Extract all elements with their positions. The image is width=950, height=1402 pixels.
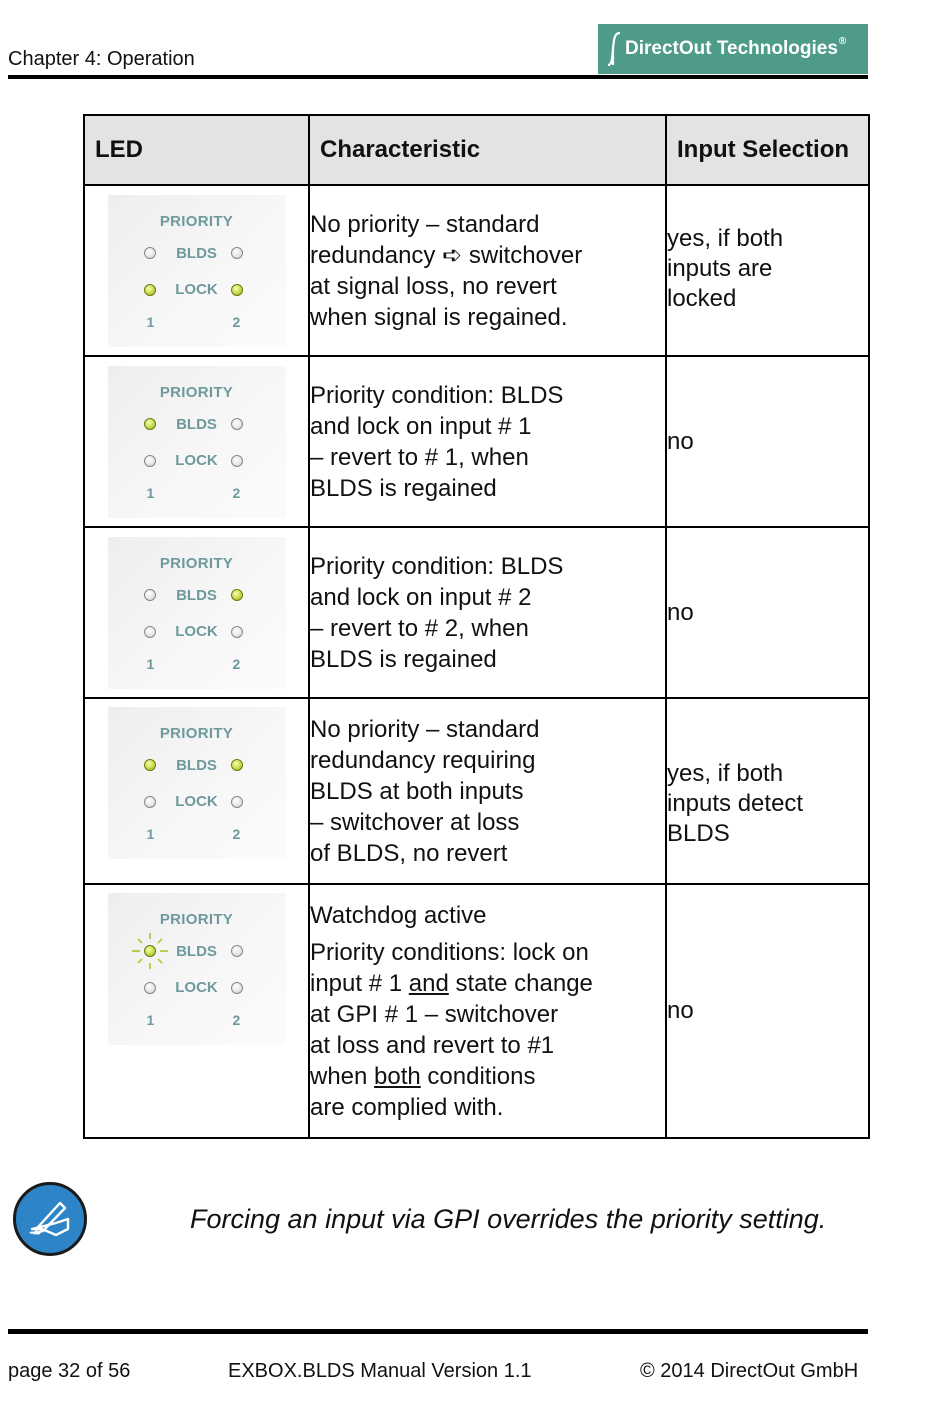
lock-label: LOCK xyxy=(175,280,218,298)
led-cell xyxy=(84,185,309,356)
table-row xyxy=(84,884,869,1138)
input-selection-cell: no xyxy=(666,356,869,527)
input-1-label: 1 xyxy=(146,313,155,330)
table-row xyxy=(84,698,869,884)
blds-label: BLDS xyxy=(176,415,217,433)
blds-label: BLDS xyxy=(176,586,217,604)
blds-label: BLDS xyxy=(176,757,217,774)
footer-rule xyxy=(8,1329,868,1334)
led-panel xyxy=(108,366,286,518)
led-lock-2 xyxy=(231,626,243,638)
priority-label: PRIORITY xyxy=(159,911,234,928)
lock-label: LOCK xyxy=(175,979,218,996)
note-pen-icon xyxy=(13,1182,87,1256)
led-lock-2 xyxy=(231,796,243,808)
input-1-label: 1 xyxy=(146,826,155,842)
footer-manual-version: EXBOX.BLDS Manual Version 1.1 xyxy=(228,1360,532,1382)
logo-text: DirectOut Technologies xyxy=(625,38,838,59)
input-1-label: 1 xyxy=(146,655,155,672)
header-rule xyxy=(8,75,868,79)
input-selection-cell: no xyxy=(666,884,869,1138)
priority-label: PRIORITY xyxy=(159,212,234,230)
led-blds-2 xyxy=(231,945,243,957)
header-input-selection: Input Selection xyxy=(666,115,869,185)
chapter-title: Chapter 4: Operation xyxy=(8,48,195,70)
led-cell xyxy=(84,527,309,698)
led-cell xyxy=(84,356,309,527)
input-2-label: 2 xyxy=(232,484,241,501)
blds-label: BLDS xyxy=(176,943,217,960)
footer-page-number: page 32 of 56 xyxy=(8,1360,131,1382)
led-blds-2 xyxy=(231,247,243,259)
priority-label: PRIORITY xyxy=(159,554,234,572)
lock-label: LOCK xyxy=(175,451,218,469)
watchdog-description: Priority conditions: lock on input # 1 and state change at GPI # 1 – switchover at loss and revert to #1 when both conditions are complied with. xyxy=(310,939,593,1121)
characteristic-cell: No priority – standard redundancy ➪ switchover at signal loss, no revert when signal is regained. xyxy=(309,185,666,356)
input-selection-cell: no xyxy=(666,527,869,698)
characteristic-cell: Priority condition: BLDS and lock on input # 2 – revert to # 2, when BLDS is regained xyxy=(309,527,666,698)
characteristic-cell: No priority – standard redundancy requiring BLDS at both inputs – switchover at loss of BLDS, no revert xyxy=(309,698,666,884)
table-row xyxy=(84,356,869,527)
priority-table xyxy=(83,114,870,1139)
led-panel xyxy=(108,707,286,859)
characteristic-cell: Priority condition: BLDS and lock on input # 1 – revert to # 1, when BLDS is regained xyxy=(309,356,666,527)
input-selection-cell: yes, if both inputs detect BLDS xyxy=(666,698,869,884)
logo-registered-mark: ® xyxy=(838,36,847,47)
led-lock-2 xyxy=(231,982,243,994)
input-2-label: 2 xyxy=(232,826,241,842)
input-2-label: 2 xyxy=(232,1012,241,1028)
lock-label: LOCK xyxy=(175,793,218,810)
led-panel xyxy=(108,893,286,1045)
blds-label: BLDS xyxy=(176,244,217,262)
note-pen-glyph xyxy=(16,1185,84,1253)
table-row xyxy=(84,527,869,698)
led-panel xyxy=(108,195,286,347)
table-row xyxy=(84,185,869,356)
led-blds-2 xyxy=(231,589,243,601)
led-blds-2 xyxy=(231,759,243,771)
logo-wave-icon xyxy=(606,29,622,69)
header-led: LED xyxy=(84,115,309,185)
watchdog-status: Watchdog active xyxy=(310,902,487,929)
input-2-label: 2 xyxy=(232,313,241,330)
priority-label: PRIORITY xyxy=(159,383,234,401)
input-selection-cell: yes, if both inputs are locked xyxy=(666,185,869,356)
note-text: Forcing an input via GPI overrides the priority setting. xyxy=(190,1204,827,1234)
characteristic-cell xyxy=(309,884,666,1138)
led-blds-2 xyxy=(231,418,243,430)
led-lock-2 xyxy=(231,284,243,296)
input-1-label: 1 xyxy=(146,484,155,501)
led-panel xyxy=(108,537,286,689)
led-lock-2 xyxy=(231,455,243,467)
lock-label: LOCK xyxy=(175,622,218,640)
footer-copyright: © 2014 DirectOut GmbH xyxy=(640,1360,859,1382)
input-2-label: 2 xyxy=(232,655,241,672)
input-1-label: 1 xyxy=(146,1012,155,1028)
header-characteristic: Characteristic xyxy=(309,115,666,185)
led-cell xyxy=(84,698,309,884)
company-logo xyxy=(598,24,868,74)
priority-label: PRIORITY xyxy=(159,725,234,742)
table-header-row xyxy=(84,115,869,185)
led-cell xyxy=(84,884,309,1138)
